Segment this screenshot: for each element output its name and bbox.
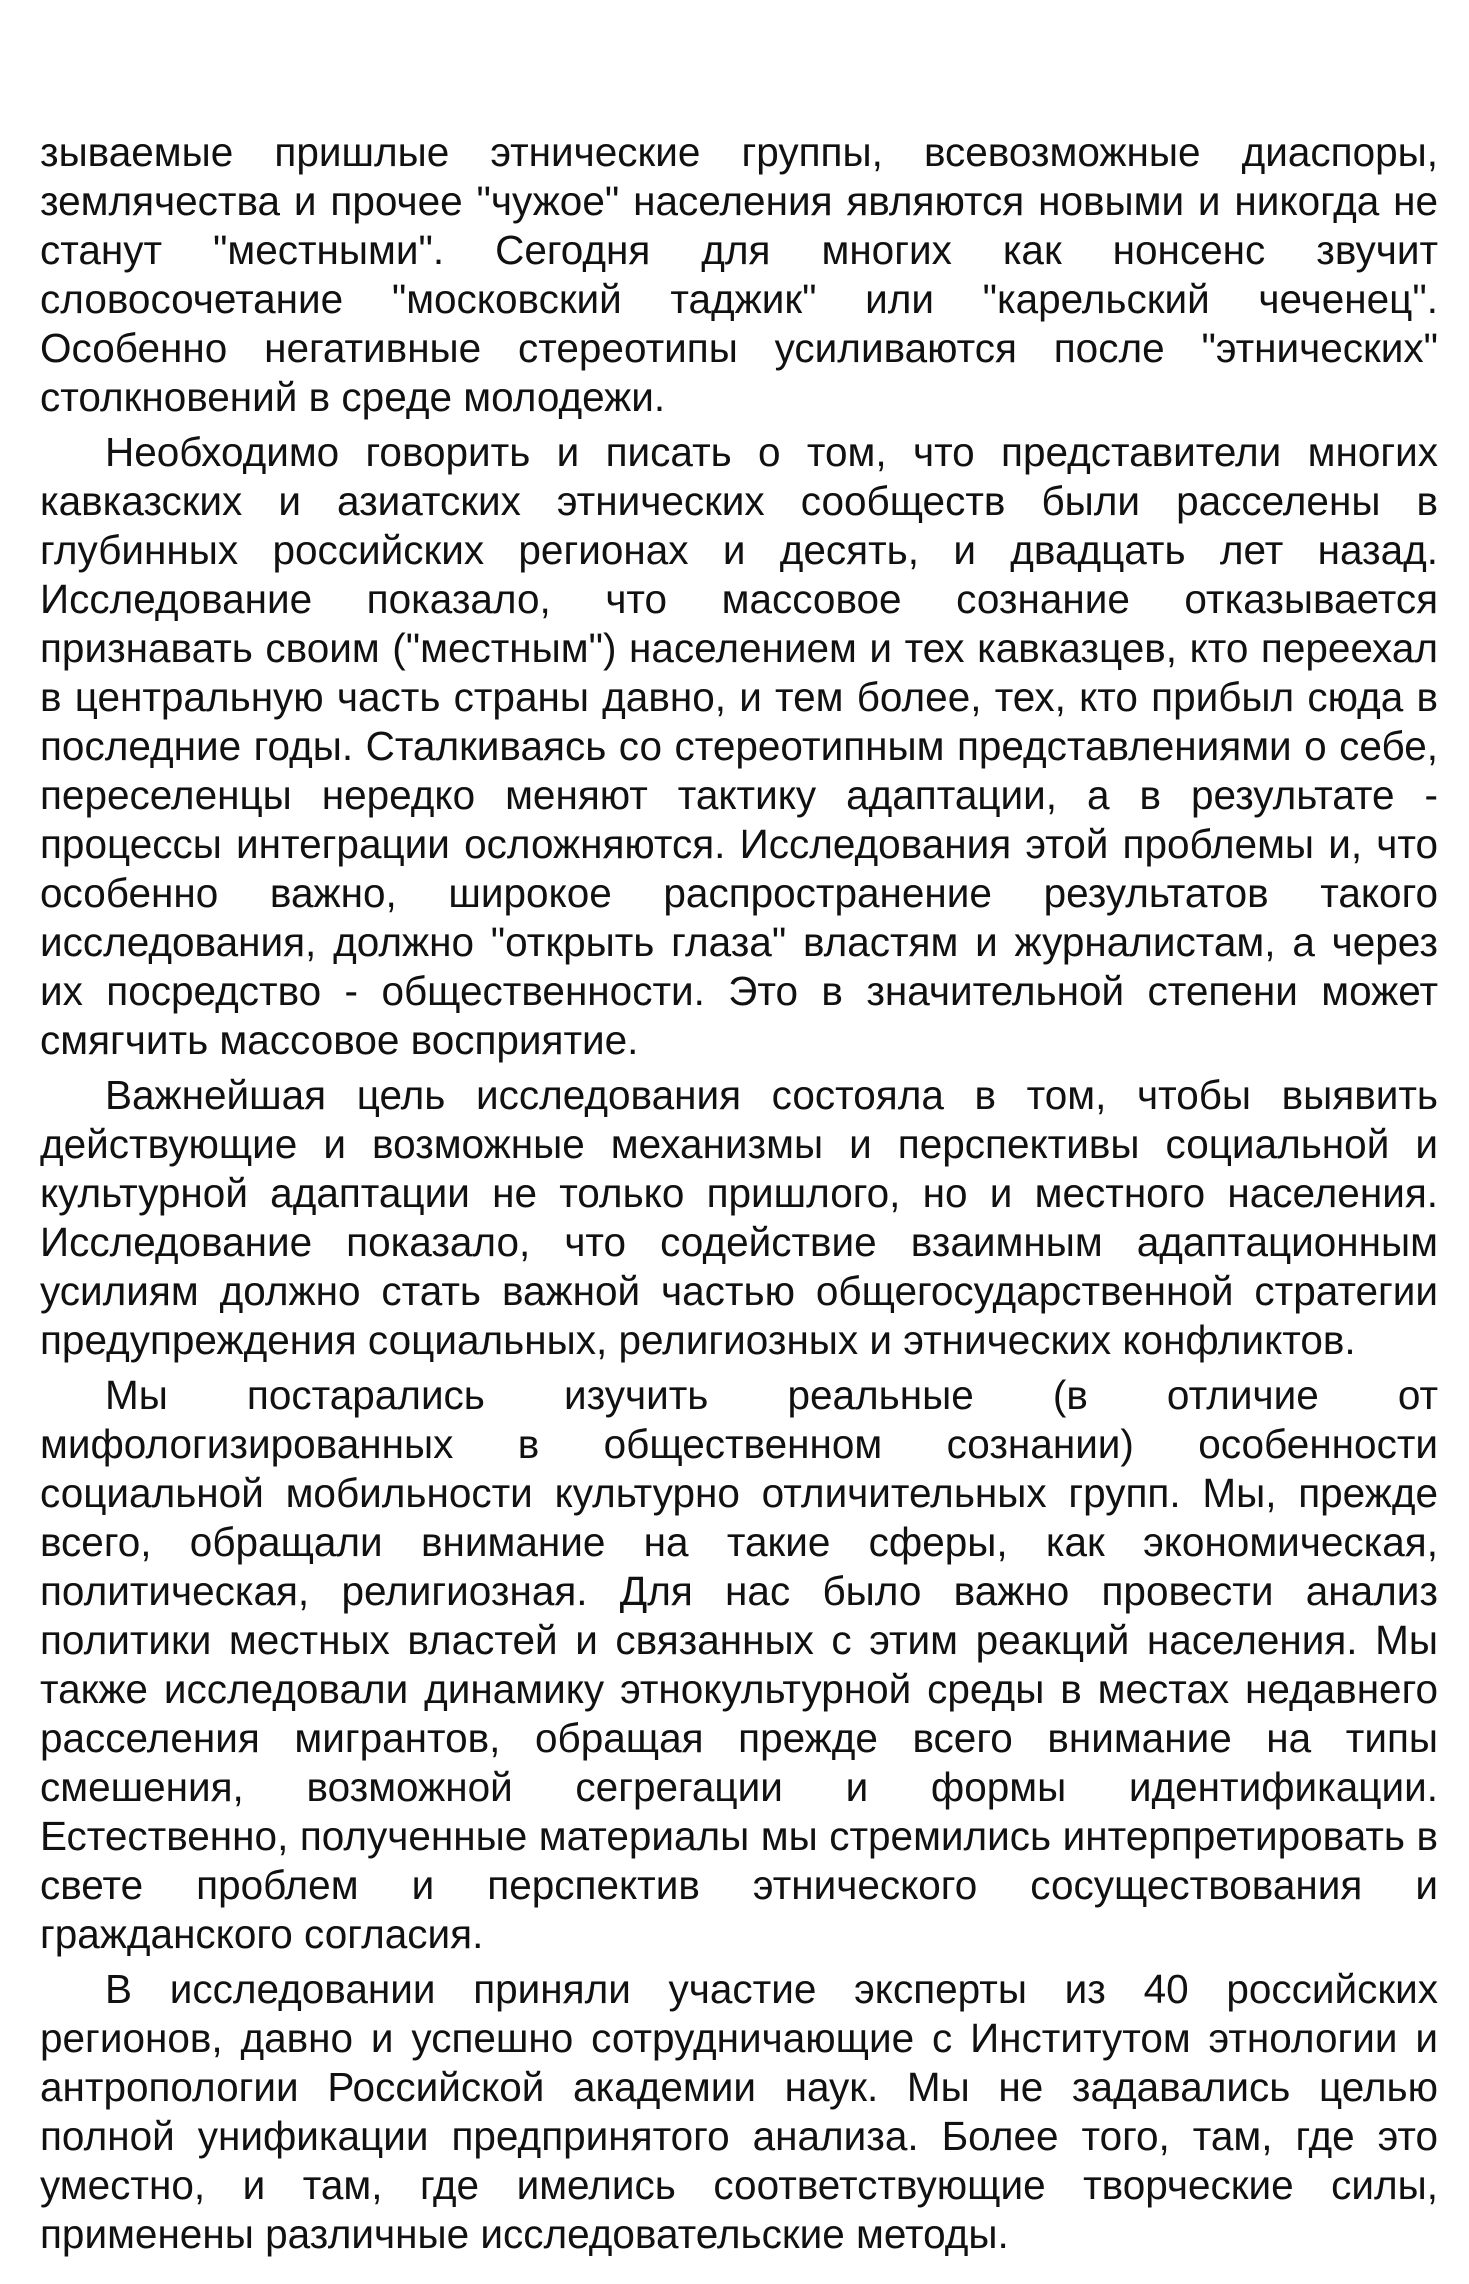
paragraph-experts: В исследовании приняли участие эксперты из 40 российских регионов, давно и успешно сотрудничающие с Институтом этнологии и антропологии Российской академии наук. Мы не задавались целью полной унификации предпринятого анализа. Более того, там, где это уместно, и там, где имелись соответствующие творческие силы, применены различные исследовательские методы.	[40, 1966, 1438, 2257]
document-page	[40, 128, 1438, 2265]
paragraph-social-mobility: Мы постарались изучить реальные (в отличие от мифологизированных в общественном сознании) особенности социальной мобильности культурно отличительных групп. Мы, прежде всего, обращали внимание на такие сферы, как экономическая, политическая, религиозная. Для нас было важно провести анализ политики местных властей и связанных с этим реакций населения. Мы также исследовали динамику этнокультурной среды в местах недавнего расселения мигрантов, обращая прежде всего внимание на типы смешения, возможной сегрегации и формы идентификации. Естественно, полученные материалы мы стремились интерпретировать в свете проблем и перспектив этнического сосуществования и гражданского согласия.	[40, 1372, 1438, 1957]
paragraph-research-goal: Важнейшая цель исследования состояла в том, чтобы выявить действующие и возможные механизмы и перспективы социальной и культурной адаптации не только пришлого, но и местного населения. Исследование показало, что содействие взаимным адаптационным усилиям должно стать важной частью общегосударственной стратегии предупреждения социальных, религиозных и этнических конфликтов.	[40, 1072, 1438, 1363]
paragraph-stereotypes: Необходимо говорить и писать о том, что представители многих кавказских и азиатских этнических сообществ были расселены в глубинных российских регионах и десять, и двадцать лет назад. Исследование показало, что массовое сознание отказывается признавать своим ("местным") населением и тех кавказцев, кто переехал в центральную часть страны давно, и тем более, тех, кто прибыл сюда в последние годы. Сталкиваясь со стереотипным представлениями о себе, переселенцы нередко меняют тактику адаптации, а в результате - процессы интеграции осложняются. Исследования этой проблемы и, что особенно важно, широкое распространение результатов такого исследования, должно "открыть глаза" властям и журналистам, а через их посредство - общественности. Это в значительной степени может смягчить массовое восприятие.	[40, 429, 1438, 1063]
paragraph-continuation: зываемые пришлые этнические группы, всевозможные диаспоры, землячества и прочее "чужое" населения являются новыми и никогда не станут "местными". Сегодня для многих как нонсенс звучит словосочетание "московский таджик" или "карельский чеченец". Особенно негативные стереотипы усиливаются после "этнических" столкновений в среде молодежи.	[40, 129, 1438, 420]
